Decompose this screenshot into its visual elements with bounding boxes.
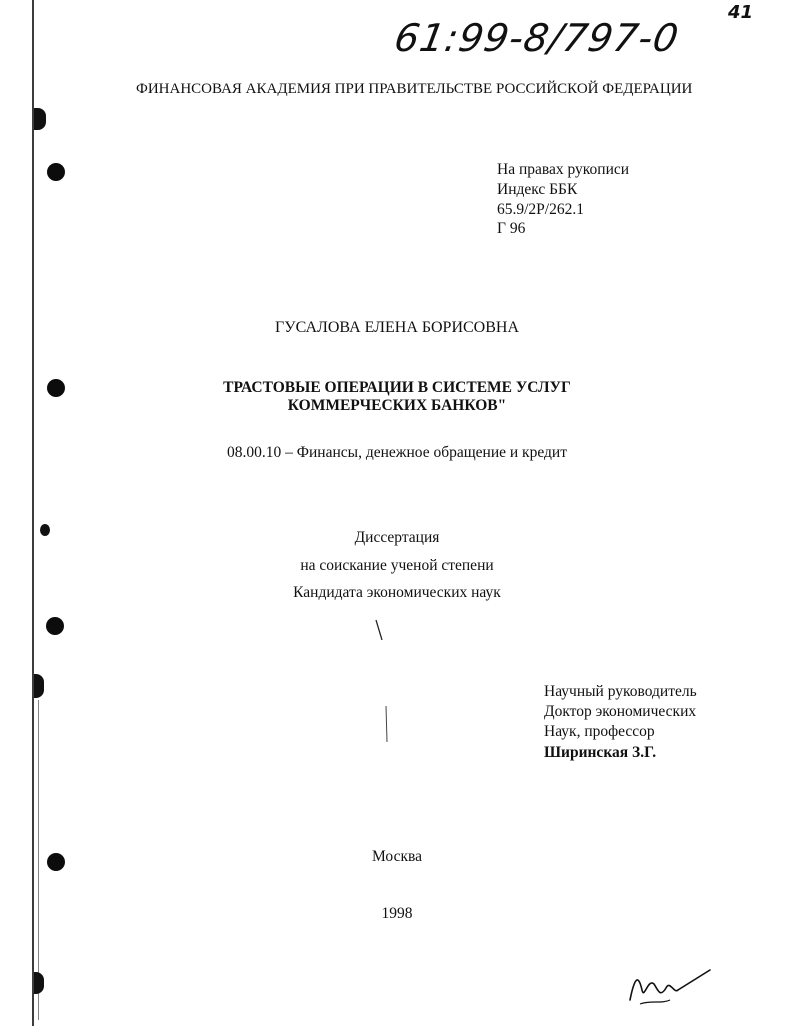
rights-line-2: Индекс ББК [497, 181, 578, 198]
supervisor-line-1: Научный руководитель [544, 683, 697, 700]
punch-hole [47, 163, 65, 181]
handwritten-corner-mark: 41 [728, 2, 754, 23]
stray-pen-mark [370, 618, 390, 644]
supervisor-line-3: Наук, профессор [544, 723, 655, 740]
degree-field: Кандидата экономических наук [293, 584, 501, 601]
year: 1998 [381, 905, 413, 922]
rights-line-1: На правах рукописи [497, 161, 630, 178]
supervisor-line-2: Доктор экономических [544, 703, 697, 720]
stray-pen-mark [382, 704, 392, 744]
rights-line-3: 65.9/2Р/262.1 [497, 201, 584, 218]
punch-hole [46, 617, 64, 635]
handwritten-signature [620, 960, 730, 1010]
rights-line-4: Г 96 [497, 220, 526, 237]
scan-edge-notch [34, 108, 46, 130]
dissertation-title-line-1: ТРАСТОВЫЕ ОПЕРАЦИИ В СИСТЕМЕ УСЛУГ [223, 379, 571, 396]
specialty-code: 08.00.10 – Финансы, денежное обращение и кредит [227, 444, 567, 461]
scan-edge-notch [34, 972, 44, 994]
handwritten-catalog-number: 61:99-8/797-0 [391, 16, 683, 60]
dissertation-title-line-2: КОММЕРЧЕСКИХ БАНКОВ" [287, 397, 507, 414]
city: Москва [372, 848, 422, 865]
institution-heading: ФИНАНСОВАЯ АКАДЕМИЯ ПРИ ПРАВИТЕЛЬСТВЕ РОССИЙСКОЙ ФЕДЕРАЦИИ [136, 81, 693, 97]
degree-line: на соискание ученой степени [300, 557, 494, 574]
scan-edge-line [32, 0, 34, 1026]
scan-edge-notch [34, 674, 44, 698]
dissertation-label: Диссертация [354, 529, 440, 546]
supervisor-name: Ширинская З.Г. [544, 744, 657, 761]
author-name: ГУСАЛОВА ЕЛЕНА БОРИСОВНА [274, 319, 520, 336]
